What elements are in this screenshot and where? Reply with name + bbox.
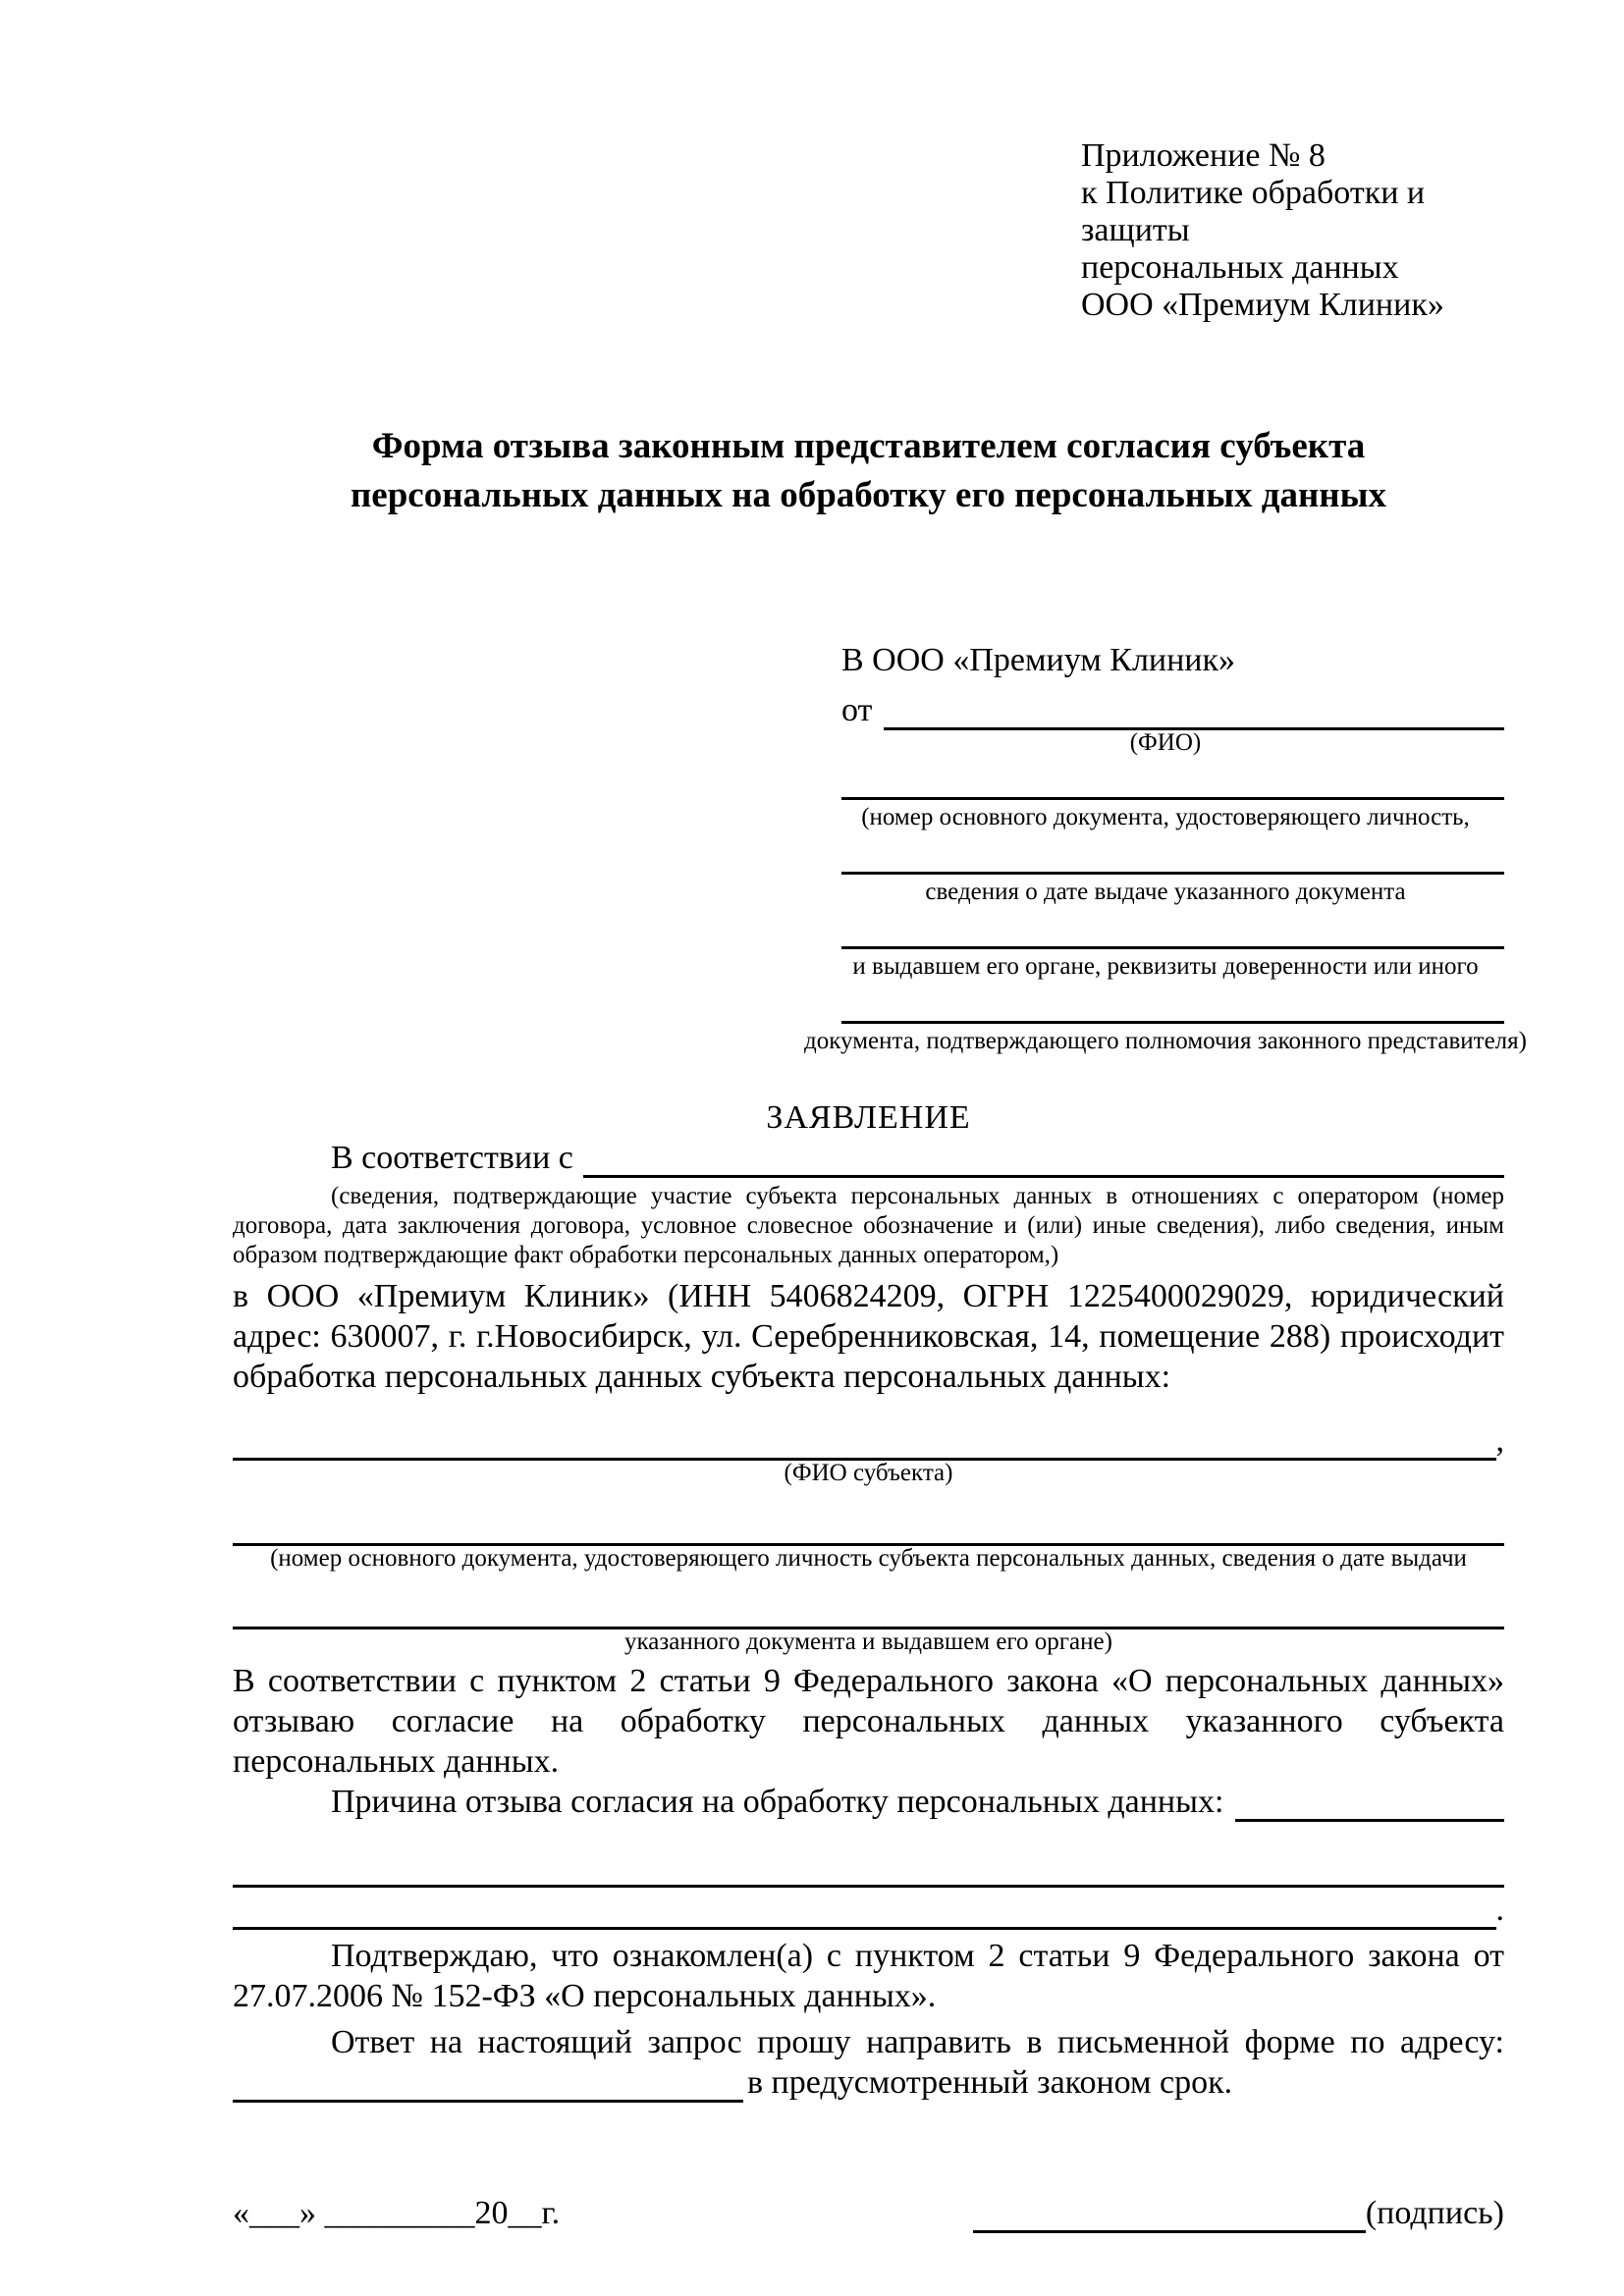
signature-underline (973, 2193, 1366, 2233)
blank-field-line (233, 1845, 1504, 1888)
blank-field-line (841, 980, 1504, 1024)
footer-row (233, 2193, 1504, 2233)
signature-line (973, 2193, 1504, 2233)
subject-fio-caption: (ФИО субъекта) (784, 1460, 953, 1486)
reason-fill-line (1235, 1782, 1504, 1822)
appendix-line: Приложение № 8 (1081, 137, 1326, 174)
reply-tail: в предусмотренный законом срок. (747, 2064, 1233, 2101)
reason-label: Причина отзыва согласия на обработку персональных данных: (331, 1784, 1224, 1820)
blank-field-line (233, 1587, 1504, 1629)
date-line: «___» _________20__г. (233, 2195, 561, 2231)
blank-field-line (841, 905, 1504, 949)
field-caption: сведения о дате выдаче указанного документа (925, 879, 1406, 905)
accordance-fill-line (583, 1138, 1504, 1178)
appendix-line: ООО «Премиум Клиник» (1081, 287, 1444, 323)
trailing-comma: , (1495, 1422, 1504, 1459)
reply-paragraph: Ответ на настоящий запрос прошу направить в письменной форме по адресу: (331, 2024, 1504, 2060)
from-fill-line (884, 690, 1504, 730)
reason-blank-line-1 (233, 1845, 1504, 1888)
reply-address-row (233, 2062, 1504, 2103)
operator-paragraph: в ООО «Премиум Клиник» (ИНН 5406824209, ОГРН 1225400029029, юридический адрес: 630007, г. г.Новосибирск, ул. Серебренниковская, 14, помещение 288) происходит обработка персональных данных субъекта персональных данных: (233, 1278, 1504, 1395)
appendix-header (1081, 137, 1513, 324)
document-title (233, 422, 1504, 520)
field-caption: и выдавшем его органе, реквизиты доверенности или иного (852, 953, 1479, 980)
subject-doc-line-1 (233, 1504, 1504, 1546)
blank-field-line (841, 756, 1504, 800)
addressee-org: В ООО «Премиум Клиник» (841, 642, 1236, 678)
subject-doc-caption-2: указанного документа и выдавшем его органе) (624, 1629, 1112, 1655)
field-caption: документа, подтверждающего полномочия законного представителя) (804, 1028, 1527, 1054)
from-label: от (841, 692, 873, 728)
statement-heading: ЗАЯВЛЕНИЕ (766, 1099, 971, 1136)
appendix-line: к Политике обработки и защиты (1081, 175, 1426, 248)
accordance-label: В соответствии с (331, 1140, 573, 1176)
title-line: Форма отзыва законным представителем согласия субъекта (371, 426, 1366, 466)
confirm-paragraph: Подтверждаю, что ознакомлен(а) с пунктом 2 статьи 9 Федерального закона от 27.07.2006 № 152-ФЗ «О персональных данных». (233, 1938, 1504, 2014)
trailing-period: . (1495, 1892, 1504, 1928)
blank-field-line (233, 1504, 1504, 1546)
from-row (841, 690, 1504, 730)
subject-doc-line-2 (233, 1587, 1504, 1629)
reason-row (233, 1782, 1504, 1822)
reply-address-line (233, 2062, 743, 2103)
reason-blank-line-2 (233, 1888, 1504, 1930)
subject-doc-caption-1: (номер основного документа, удостоверяющего личность субъекта персональных данных, сведения о дате выдачи (270, 1545, 1467, 1572)
appendix-line: персональных данных (1081, 249, 1399, 286)
signature-caption: (подпись) (1365, 2195, 1504, 2231)
blank-field-line (233, 1888, 1496, 1930)
accordance-caption: (сведения, подтверждающие участие субъекта персональных данных в отношениях с оператором (номер договора, дата заключения договора, условное словесное обозначение и (или) иные сведения), либо сведения, иным образом подтверждающие факт обработки персональных данных оператором,) (233, 1183, 1504, 1268)
accordance-row (233, 1138, 1504, 1178)
withdraw-paragraph: В соответствии с пунктом 2 статьи 9 Федерального закона «О персональных данных» отзываю согласие на обработку персональных данных указанного субъекта персональных данных. (233, 1663, 1504, 1780)
blank-field-line (841, 830, 1504, 875)
fio-caption: (ФИО) (1129, 729, 1202, 756)
addressee-block (804, 640, 1527, 1054)
subject-fio-line (233, 1418, 1504, 1461)
field-caption: (номер основного документа, удостоверяющего личность, (861, 804, 1470, 830)
title-line: персональных данных на обработку его персональных данных (350, 475, 1386, 515)
blank-field-line (233, 1418, 1496, 1461)
